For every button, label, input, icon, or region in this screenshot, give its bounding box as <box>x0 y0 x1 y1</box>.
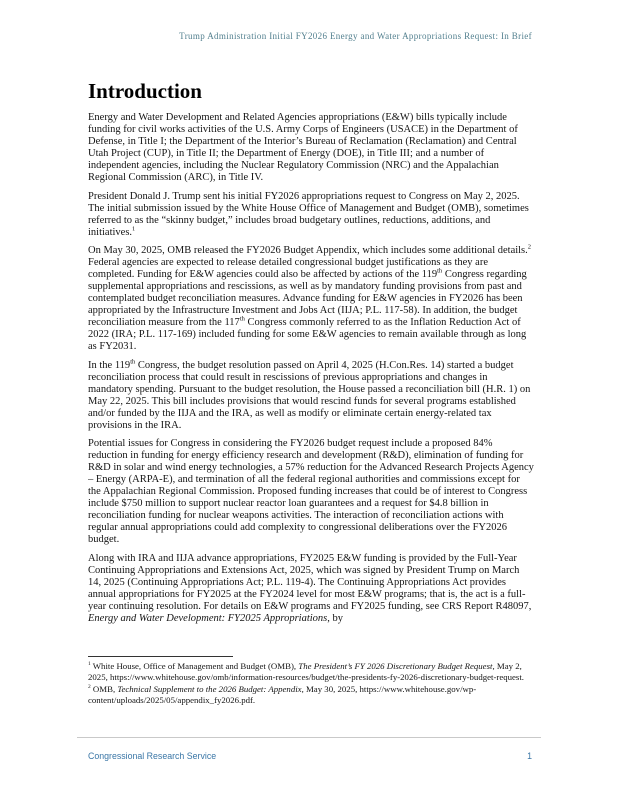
footer-publisher: Congressional Research Service <box>88 751 217 761</box>
footnote: $^2$ OMB, Technical Supplement to the 2026 Budget: Appendix, May 30, 2025, https://www.whitehouse.gov/wp-content/uploads/2025/05/appendix_fy2026.pdf. <box>88 684 477 705</box>
page-footer <box>88 751 532 761</box>
paragraph: On May 30, 2025, OMB released the FY2026 Budget Appendix, which includes some additional details.$^2$ Federal agencies are expected to release detailed congressional budget justifications as they are completed. Funding for E&W agencies could also be affected by actions of the 119th Congress regarding supplemental appropriations and rescissions, as well as by mandatory funding provisions from past and contemplated budget reconciliation measures. Advance funding for E&W agencies in FY2026 has been appropriated by the Infrastructure Investment and Jobs Act (IIJA; P.L. 117-58). In addition, the budget reconciliation measure from the 117th Congress commonly referred to as the Inflation Reduction Act of 2022 (IRA; P.L. 117-169) included funding for some E&W agencies to remain available through as long as FY2031. <box>88 243 532 352</box>
running-header: Trump Administration Initial FY2026 Energy and Water Appropriations Request: In Brief <box>179 31 532 41</box>
paragraph: President Donald J. Trump sent his initial FY2026 appropriations request to Congress on May 2, 2025. The initial submission issued by the White House Office of Management and Budget (OMB), sometimes referred to as the “skinny budget,” includes broad budgetary outlines, reductions, additions, and initiatives.$^1$ <box>88 190 529 238</box>
footnotes <box>88 661 534 707</box>
page-title: Introduction <box>88 79 202 103</box>
footer-page-number: 1 <box>527 751 532 761</box>
paragraph: Potential issues for Congress in considering the FY2026 budget request include a proposed 84% reduction in funding for energy efficiency research and development (R&D), elimination of funding for R&D in solar and wind energy technologies, a 57% reduction for the Advanced Research Projects Agency – Energy (ARPA-E), and termination of all the federal regional authorities and commissions except for the Appalachian Regional Commission. Proposed funding increases that could be of interest to Congress include $750 million to support nuclear reactor loan guarantees and a request for $4.8 billion in reconciliation funding for nuclear weapons activities. The interaction of reconciliation actions with regular annual appropriations could add complexity to congressional deliberations over the FY2026 budget. <box>88 438 534 545</box>
footer-rule <box>77 737 541 738</box>
footnote-separator <box>88 656 233 657</box>
paragraph: Along with IRA and IIJA advance appropriations, FY2025 E&W funding is provided by the Full-Year Continuing Appropriations and Extensions Act, 2025, which was signed by President Trump on March 14, 2025 (Continuing Appropriations Act; P.L. 119-4). The Continuing Appropriations Act provides annual appropriations for FY2025 at the FY2024 level for most E&W programs; that is, the act is a full-year continuing resolution. For details on E&W programs and FY2025 funding, see CRS Report R48097, Energy and Water Development: FY2025 Appropriations, by <box>88 552 532 624</box>
footnote: $^1$ White House, Office of Management and Budget (OMB), The President’s FY 2026 Discretionary Budget Request, May 2, 2025, https://www.whitehouse.gov/omb/information-resources/budget/the-presidents-fy-2026-discretionary-budget-request. <box>88 661 524 682</box>
paragraph: In the 119th Congress, the budget resolution passed on April 4, 2025 (H.Con.Res. 14) started a budget reconciliation process that could result in rescissions of previous appropriations and changes in mandatory spending. Pursuant to the budget resolution, the House passed a reconciliation bill (H.R. 1) on May 22, 2025. This bill includes provisions that would rescind funds for several programs established and/or funded by the IIJA and the IRA, as well as modify or eliminate certain energy-related tax provisions in the IRA. <box>88 358 531 431</box>
document-body <box>88 79 534 657</box>
paragraph: Energy and Water Development and Related Agencies appropriations (E&W) bills typically include funding for civil works activities of the U.S. Army Corps of Engineers (USACE) in the Department of Defense, in Title I; the Department of the Interior’s Bureau of Reclamation (Reclamation) and Central Utah Project (CUP), in Title II; the Department of Energy (DOE), in Title III; and a number of independent agencies, including the Nuclear Regulatory Commission (NRC) and the Appalachian Regional Commission (ARC), in Title IV. <box>88 112 518 183</box>
